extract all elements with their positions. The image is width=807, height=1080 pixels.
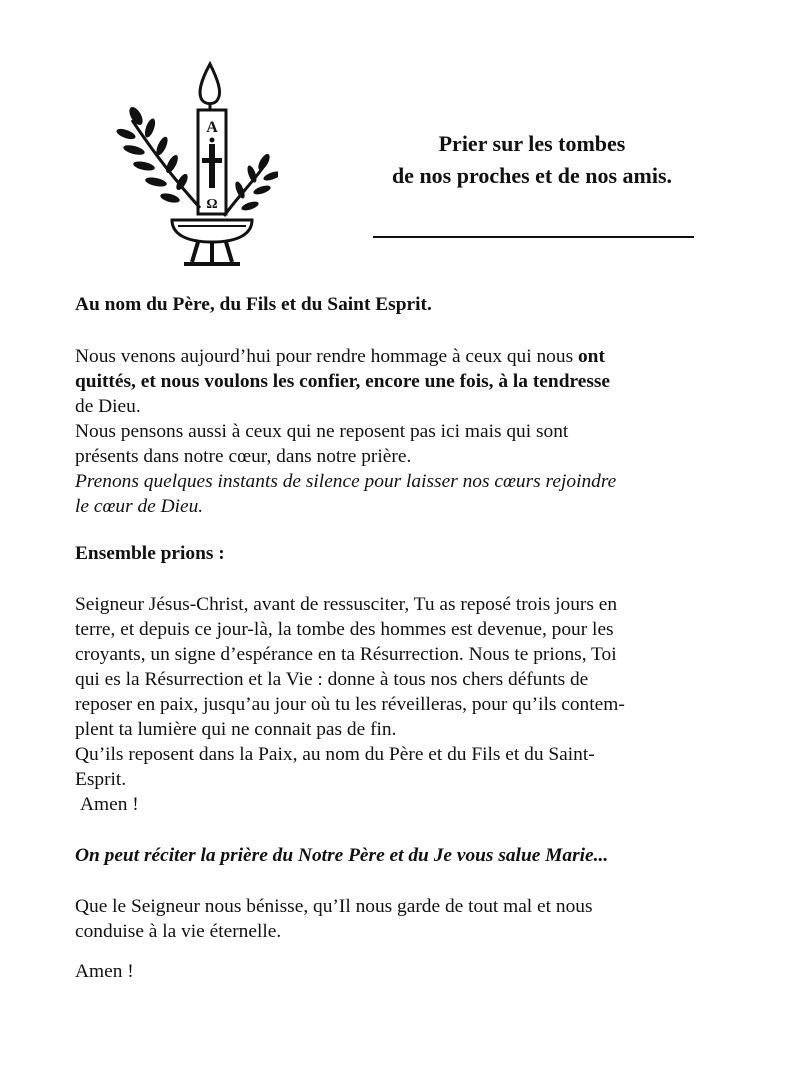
intro-line: Prenons quelques instants de silence pour laisser nos cœurs rejoindre [75, 471, 617, 492]
prayer-line: plent ta lumière qui ne connait pas de fin. [75, 719, 397, 740]
rubric-note: On peut réciter la prière du Notre Père et du Je vous salue Marie... [75, 845, 609, 866]
intro-line: quittés, et nous voulons les confier, encore une fois, à la tendresse [75, 371, 611, 392]
prayer-line: reposer en paix, jusqu’au jour où tu les réveilleras, pour qu’ils contem- [75, 694, 625, 715]
blessing-amen: Amen ! [75, 961, 134, 982]
title-divider [373, 236, 694, 238]
prayer-paragraph [75, 592, 735, 817]
blessing-line: Que le Seigneur nous bénisse, qu’Il nous garde de tout mal et nous [75, 896, 593, 917]
intro-line: le cœur de Dieu. [75, 496, 204, 517]
intro-line: présents dans notre cœur, dans notre prière. [75, 446, 412, 467]
prayer-line: terre, et depuis ce jour-là, la tombe des hommes est devenue, pour les [75, 619, 614, 640]
intro-line: de Dieu. [75, 396, 141, 417]
prayer-line: Qu’ils reposent dans la Paix, au nom du Père et du Fils et du Saint- [75, 744, 595, 765]
title-line-1: Prier sur les tombes [438, 131, 626, 156]
blessing-paragraph [75, 894, 735, 984]
alpha-letter: A [206, 119, 218, 136]
blessing-line: conduise à la vie éternelle. [75, 921, 282, 942]
prayer-line: Esprit. [75, 769, 127, 790]
intro-line: Nous pensons aussi à ceux qui ne reposent pas ici mais qui sont [75, 421, 569, 442]
prayer-document [75, 292, 735, 984]
intro-paragraph [75, 344, 735, 519]
prayer-line: qui es la Résurrection et la Vie : donne à tous nos chers défunts de [75, 669, 589, 690]
prayer-amen: Amen ! [80, 794, 139, 815]
prayer-line: croyants, un signe d’espérance en ta Résurrection. Nous te prions, Toi [75, 644, 617, 665]
prayer-line: Seigneur Jésus-Christ, avant de ressusciter, Tu as reposé trois jours en [75, 594, 618, 615]
intro-line: Nous venons aujourd’hui pour rendre hommage à ceux qui nous ont [75, 346, 605, 367]
invocation: Au nom du Père, du Fils et du Saint Esprit. [75, 294, 432, 315]
omega-letter: Ω [206, 197, 218, 212]
paschal-candle-icon [112, 58, 278, 272]
title-line-2: de nos proches et de nos amis. [391, 163, 673, 188]
page-title [352, 128, 712, 192]
ensemble-heading: Ensemble prions : [75, 543, 225, 564]
